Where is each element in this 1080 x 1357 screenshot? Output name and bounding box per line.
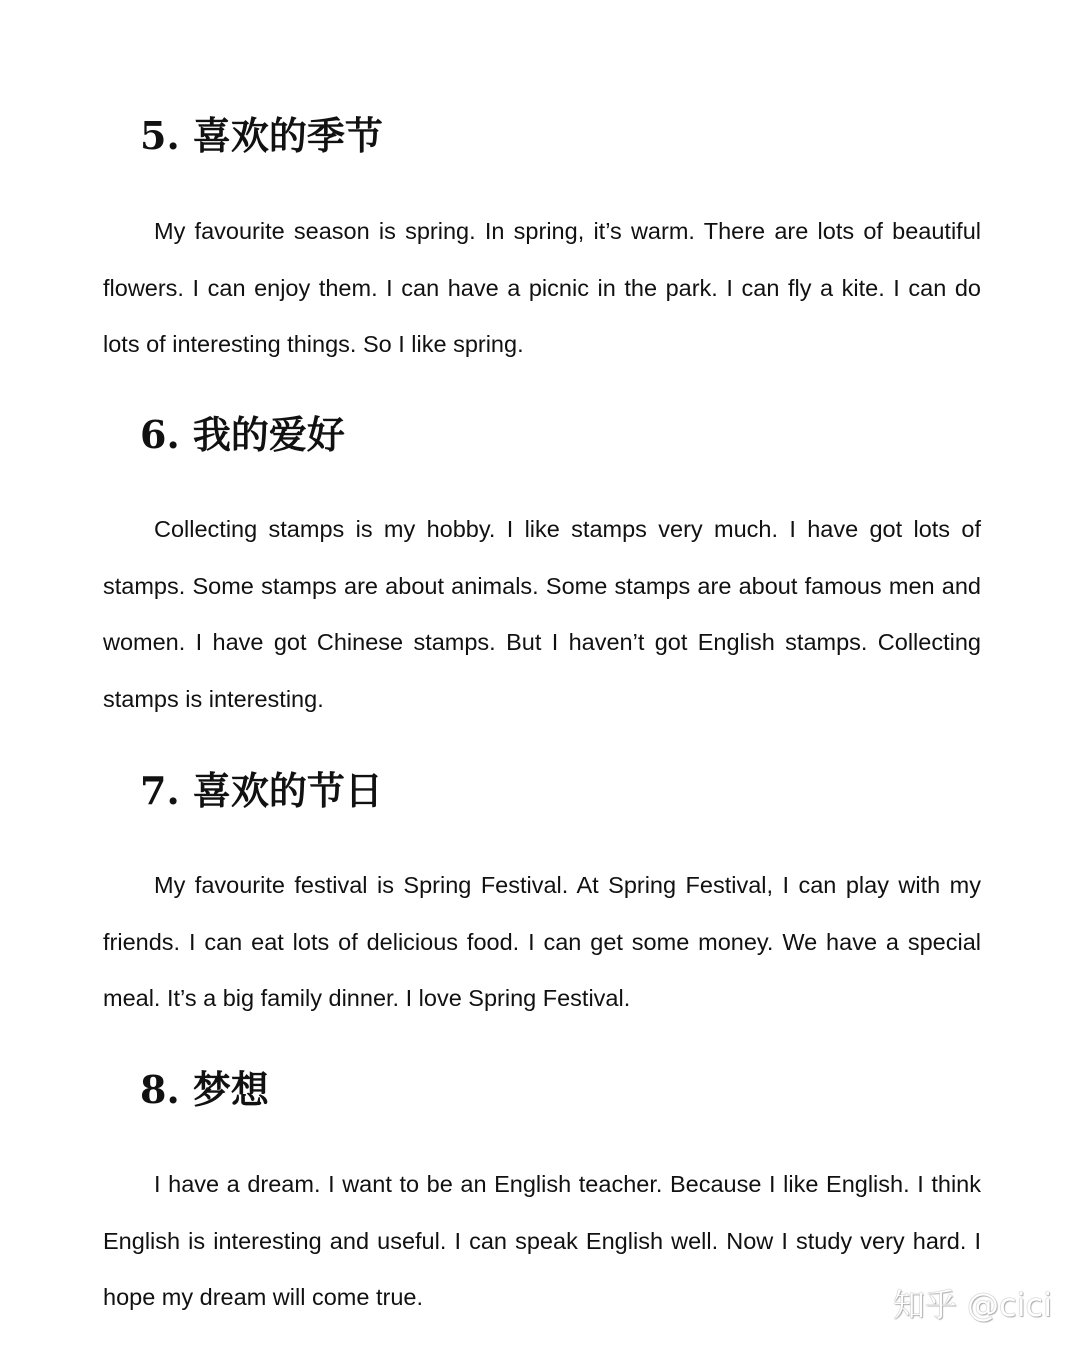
section-heading-season: 5. 喜欢的季节: [140, 113, 383, 158]
section-body-dream: I have a dream. I want to be an English teacher. Because I like English. I think English is interesting and useful. I can speak English well. Now I study very hard. I hope my dream will come true.: [103, 1171, 981, 1311]
section-heading-dream: 8. 梦想: [140, 1067, 269, 1112]
section-body-hobby: Collecting stamps is my hobby. I like stamps very much. I have got lots of stamps. Some stamps are about animals. Some stamps are about famous men and women. I have got Chinese stamps. But I haven’t got English stamps. Collecting stamps is interesting.: [103, 516, 981, 713]
section-body-season: My favourite season is spring. In spring, it’s warm. There are lots of beautiful flowers. I can enjoy them. I can have a picnic in the park. I can fly a kite. I can do lots of interesting things. So I like spring.: [103, 218, 981, 358]
watermark-text: 知乎 @cici: [892, 1286, 1052, 1324]
section-heading-hobby: 6. 我的爱好: [140, 412, 345, 457]
section-heading-festival: 7. 喜欢的节日: [140, 768, 383, 813]
section-body-festival: My favourite festival is Spring Festival. At Spring Festival, I can play with my friends. I can eat lots of delicious food. I can get some money. We have a special meal. It’s a big family dinner. I love Spring Festival.: [103, 872, 981, 1012]
